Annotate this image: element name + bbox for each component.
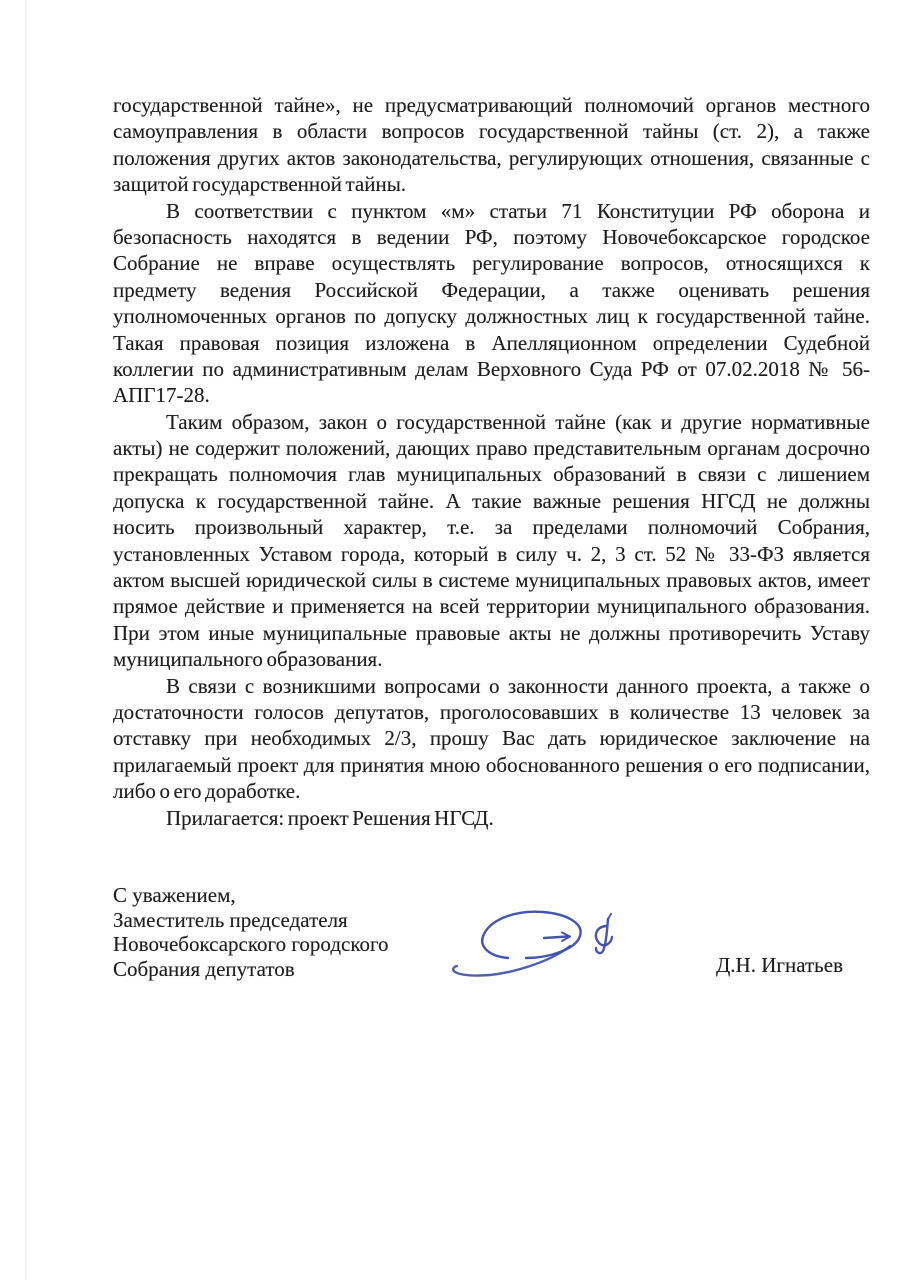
closing-position-line-2: Новочебоксарского городского xyxy=(113,932,389,956)
signatory-name: Д.Н. Игнатьев xyxy=(715,953,843,977)
text-line-p1-l1: государственной тайне», не предусматривающий полномочий органов местного xyxy=(113,93,870,117)
text-line-p1-l2: самоуправления в области вопросов государственной тайны (ст. 2), а также xyxy=(113,119,870,144)
text-line-p4-l1: В связи с возникшими вопросами о законности данного проекта, а также о xyxy=(166,673,870,698)
text-line-p3-l8: прямое действие и применяется на всей территории муниципального образования. xyxy=(113,594,870,619)
text-line-p4-l2: достаточности голосов депутатов, проголосовавших в количестве 13 человек за xyxy=(113,699,870,724)
text-line-p2-l2: безопасность находятся в ведении РФ, поэтому Новочебоксарское городское xyxy=(113,224,870,249)
text-line-p3-l10: муниципального образования. xyxy=(113,647,383,672)
text-line-p4-l3: отставку при необходимых 2/3, прошу Вас дать юридическое заключение на xyxy=(113,726,870,751)
text-line-p3-l2: акты) не содержит положений, дающих право представительным органам досрочно xyxy=(113,436,870,461)
text-line-p2-l1: В соответствии с пунктом «м» статьи 71 Конституции РФ оборона и xyxy=(166,198,870,223)
text-line-p3-l9: При этом иные муниципальные правовые акты не должны противоречить Уставу xyxy=(113,620,870,645)
text-line-p2-l5: уполномоченных органов по допуску должностных лиц к государственной тайне. xyxy=(113,304,870,329)
handwritten-signature-icon xyxy=(448,886,638,991)
text-line-p3-l7: актом высшей юридической силы в системе муниципальных правовых актов, имеет xyxy=(113,568,870,593)
closing-regards: С уважением, xyxy=(113,883,236,907)
text-line-p5-l1: Прилагается: проект Решения НГСД. xyxy=(166,805,494,830)
text-line-p2-l8: АПГ17-28. xyxy=(113,383,210,408)
text-line-p3-l5: носить произвольный характер, т.е. за пределами полномочий Собрания, xyxy=(113,515,870,540)
document-body xyxy=(113,92,870,831)
text-line-p3-l6: установленных Уставом города, который в силу ч. 2, 3 ст. 52 № 33-ФЗ является xyxy=(113,541,870,566)
text-line-p3-l3: прекращать полномочия глав муниципальных образований в связи с лишением xyxy=(113,462,870,487)
text-line-p3-l1: Таким образом, закон о государственной тайне (как и другие нормативные xyxy=(166,409,870,434)
text-line-p4-l4: прилагаемый проект для принятия мною обоснованного решения о его подписании, xyxy=(113,752,870,777)
scan-seam-artifact xyxy=(25,0,27,1280)
text-line-p1-l3: положения других актов законодательства, регулирующих отношения, связанные с xyxy=(113,145,870,170)
text-line-p3-l4: допуска к государственной тайне. А такие важные решения НГСД не должны xyxy=(113,488,870,513)
text-line-p4-l5: либо о его доработке. xyxy=(113,779,301,804)
text-line-p2-l7: коллегии по административным делам Верховного Суда РФ от 07.02.2018 № 56- xyxy=(113,356,870,381)
text-line-p2-l4: предмету ведения Российской Федерации, а также оценивать решения xyxy=(113,277,870,302)
text-line-p1-l4: защитой государственной тайны. xyxy=(113,172,407,197)
closing-block xyxy=(113,883,389,981)
closing-position-line-3: Собрания депутатов xyxy=(113,956,295,981)
text-line-p2-l3: Собрание не вправе осуществлять регулирование вопросов, относящихся к xyxy=(113,251,870,276)
closing-position-line-1: Заместитель председателя xyxy=(113,907,348,932)
text-line-p2-l6: Такая правовая позиция изложена в Апелляционном определении Судебной xyxy=(113,330,870,355)
